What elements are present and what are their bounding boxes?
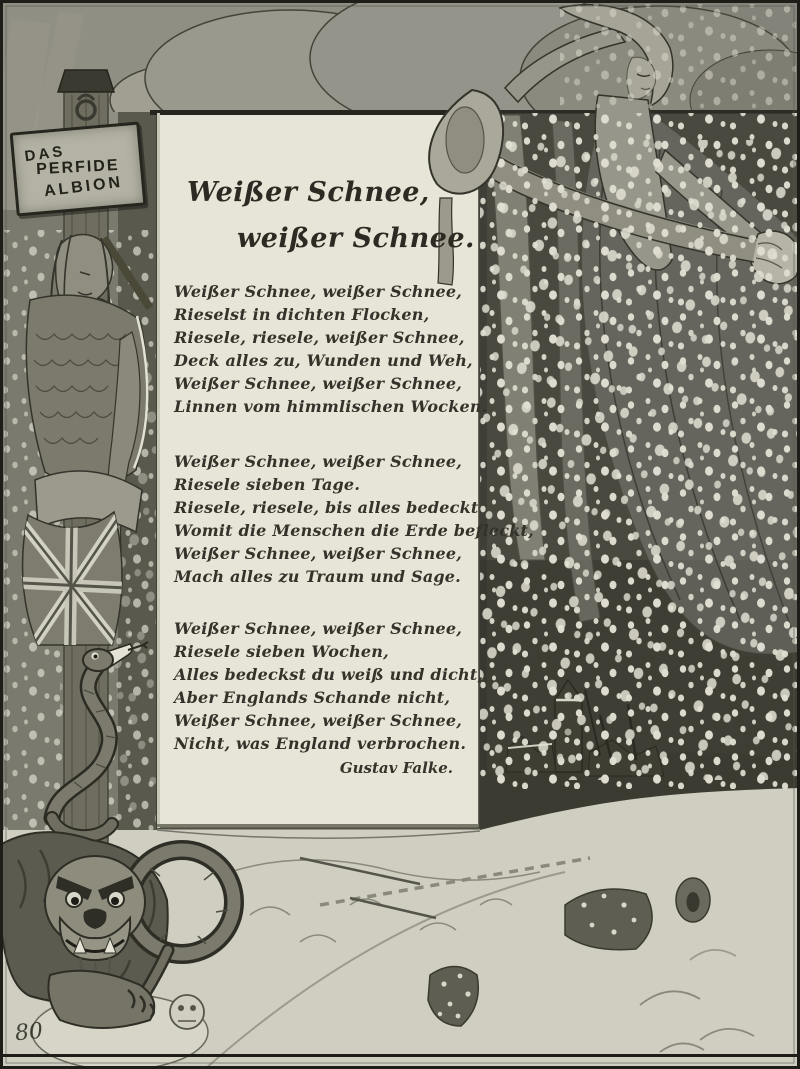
sign-line: ALBION: [43, 173, 124, 200]
poem-line: Weißer Schnee, weißer Schnee,: [174, 711, 462, 730]
poem-line: Deck alles zu, Wunden und Weh,: [174, 351, 473, 370]
poem-line: Weißer Schnee, weißer Schnee,: [174, 452, 462, 471]
page-number: 80: [13, 1018, 45, 1047]
poem-line: Rieselst in dichten Flocken,: [174, 305, 430, 324]
poem-line: Riesele sieben Wochen,: [174, 642, 389, 661]
poem-line: Linnen vom himmlischen Wocken.: [174, 397, 488, 416]
poem-line: Riesele, riesele, bis alles bedeckt: [174, 498, 479, 517]
poem-stanza-3: [174, 617, 483, 755]
poem-line: Weißer Schnee, weißer Schnee,: [174, 282, 462, 301]
sign-line: PERFIDE: [35, 157, 120, 179]
poem-line: Weißer Schnee, weißer Schnee,: [174, 374, 462, 393]
perfide-albion-sign: [10, 121, 147, 216]
poem-line: Weißer Schnee, weißer Schnee,: [174, 619, 462, 638]
poem-line: Weißer Schnee, weißer Schnee,: [174, 544, 462, 563]
poem-title-line2: weißer Schnee.: [237, 223, 475, 254]
poem-title-line1: Weißer Schnee,: [187, 177, 430, 208]
poem-line: Nicht, was England verbrochen.: [174, 734, 467, 753]
poem-stanza-1: [174, 280, 487, 418]
poem-panel-text: [157, 113, 534, 828]
poem-line: Womit die Menschen die Erde befleckt,: [174, 521, 534, 540]
poem-line: Riesele, riesele, weißer Schnee,: [174, 328, 465, 347]
poem-line: Mach alles zu Traum und Sage.: [174, 567, 461, 586]
poem-line: Riesele sieben Tage.: [174, 475, 361, 494]
poem-line: Aber Englands Schande nicht,: [174, 688, 451, 707]
poem-stanza-2: [174, 450, 534, 588]
poem-line: Alles bedeckst du weiß und dicht,: [174, 665, 484, 684]
poem-author: Gustav Falke.: [339, 759, 453, 777]
sign-line: DAS: [23, 142, 67, 166]
